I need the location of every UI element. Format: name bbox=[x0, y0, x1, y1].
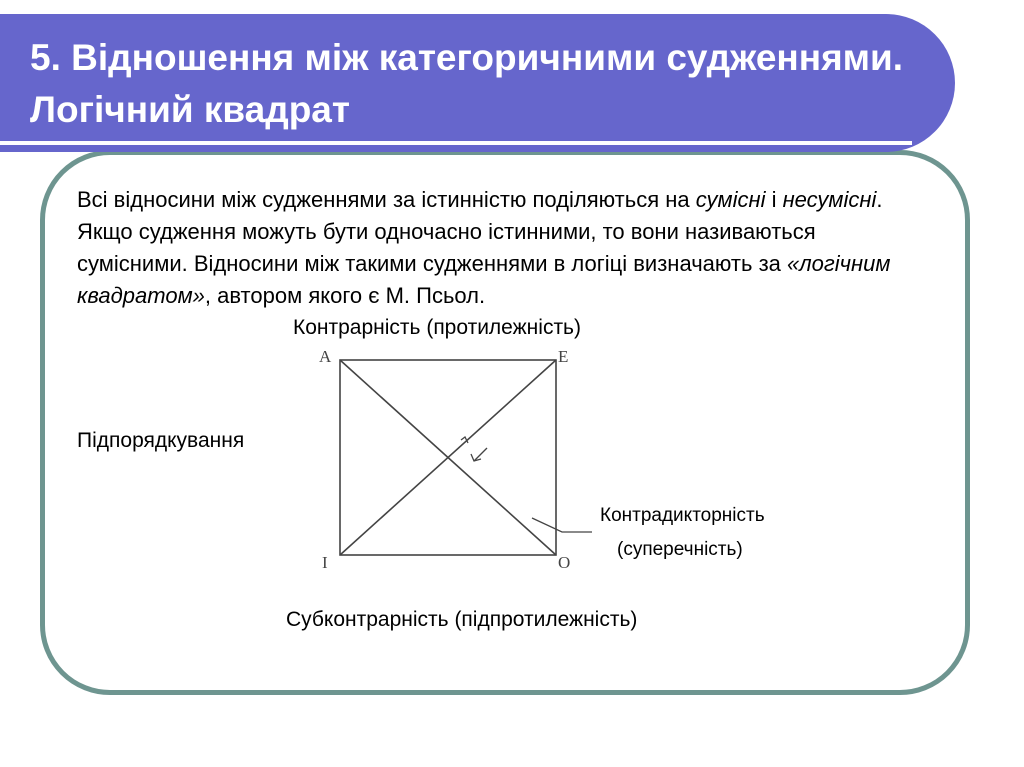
contradiction-sublabel: (суперечність) bbox=[617, 539, 743, 560]
intro-paragraph bbox=[77, 184, 907, 312]
contradiction-label: Контрадикторність bbox=[600, 505, 765, 526]
title-bar bbox=[0, 14, 955, 152]
corner-e-label: E bbox=[558, 347, 569, 366]
slide-title: 5. Відношення між категоричними судженнями. Логічний квадрат bbox=[30, 37, 904, 130]
intro-text-3: . Якщо судження можуть бути одночасно істинними, то вони називаються сумісними. Відносини між такими судженнями в логіці визначають за bbox=[77, 187, 883, 276]
intro-text-2: і bbox=[765, 187, 783, 212]
intro-text-4: , автором якого є М. Псьол. bbox=[204, 283, 486, 308]
contrary-label: Контрарність (протилежність) bbox=[293, 316, 581, 339]
term-compatible: сумісні bbox=[695, 187, 766, 212]
logical-square-diagram bbox=[300, 340, 600, 580]
title-underline bbox=[0, 141, 912, 145]
subalternation-label: Підпорядкування bbox=[77, 429, 245, 452]
intro-text-1: Всі відносини між судженнями за істинністю поділяються на bbox=[77, 187, 696, 212]
subcontrary-label: Субконтрарність (підпротилежність) bbox=[286, 608, 638, 631]
term-incompatible: несумісні bbox=[782, 187, 877, 212]
corner-a-label: A bbox=[319, 347, 332, 366]
corner-o-label: O bbox=[558, 553, 571, 572]
corner-i-label: I bbox=[322, 553, 328, 572]
contradiction-leader-line bbox=[532, 518, 592, 532]
term-logical-square: «логічним квадратом» bbox=[77, 251, 891, 308]
